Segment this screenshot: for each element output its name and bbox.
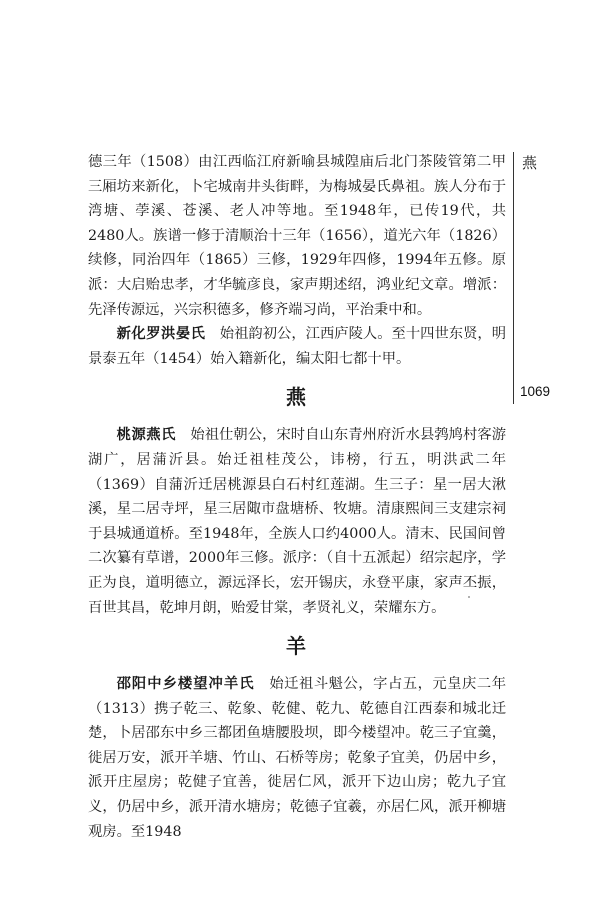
entry-title: 新化罗洪晏氏 xyxy=(116,326,206,343)
entry-text: 始迁祖斗魁公，字占五，元皇庆二年（1313）携子乾三、乾象、乾健、乾九、乾德自江西泰和城北迁楚，卜居邵东中乡三都团鱼塘腰股坝，即今楼望冲。乾三子宜羹，徙居万安，派开羊塘、竹山、石桥等房；乾象子宜美，仍居中乡，派开庄屋房；乾健子宜善，徙居仁风，派开下边山房；乾九子宜义，仍居中乡，派开清水塘房；乾德子宜羲，亦居仁风，派开柳塘观房。至1948 xyxy=(88,676,507,840)
section-marker: 燕 xyxy=(522,154,538,172)
entry-text: 始祖韵初公，江西庐陵人。至十四世东贤，明景泰五年（1454）始入籍新化，编太阳七都十甲。 xyxy=(88,326,507,367)
entry-title: 邵阳中乡楼望冲羊氏 xyxy=(116,676,255,693)
page-number: 1069 xyxy=(520,384,551,399)
paragraph-continuation: 德三年（1508）由江西临江府新喻县城隍庙后北门茶陵管第二甲三厢坊来新化，卜宅城南井头街畔，为梅城晏氏鼻祖。族人分布于湾塘、荸溪、苍溪、老人冲等地。至1948年，已传19代，共2480人。族谱一修于清顺治十三年（1656），道光六年（1826）续修，同治四年（1865）三修，1929年四修，1994年五修。原派：大启贻忠孝，才华毓彦良，家声期述绍，鸿业纪文章。增派：先泽传源远，兴宗积德多，修齐端习尚，平治秉中和。 xyxy=(88,154,506,318)
surname-heading-yan: 燕 xyxy=(286,385,308,410)
entry-taoyuan-yan xyxy=(88,423,506,620)
surname-heading-yang: 羊 xyxy=(286,634,308,659)
scan-speck xyxy=(468,596,470,598)
margin-divider xyxy=(513,152,514,404)
entry-shaoyang-yang xyxy=(88,672,506,844)
entry-title: 桃源燕氏 xyxy=(116,427,176,444)
entry-xinhua-luohong-yan xyxy=(88,322,506,371)
main-text-column xyxy=(88,150,506,844)
entry-text: 始祖仕朝公，宋时自山东青州府沂水县鹁鸠村客游湖广，居蒲沂县。始迁祖桂茂公，讳榜，行五，明洪武二年（1369）自蒲沂迁居桃源县白石村红莲湖。生三子：星一居大湫溪，星二居寺坪，星三居陬市盘塘桥、牧塘。清康熙间三支建宗祠于县城通道桥。至1948年，全族人口约4000人。清末、民国间曾二次纂有草谱，2000年三修。派序：（自十五派起）绍宗起序，学正为良，道明德立，源远泽长，宏开锡庆，永登平康，家声丕振，百世其昌，乾坤月朗，贻爱甘棠，孝贤礼义，荣耀东方。 xyxy=(88,427,507,616)
